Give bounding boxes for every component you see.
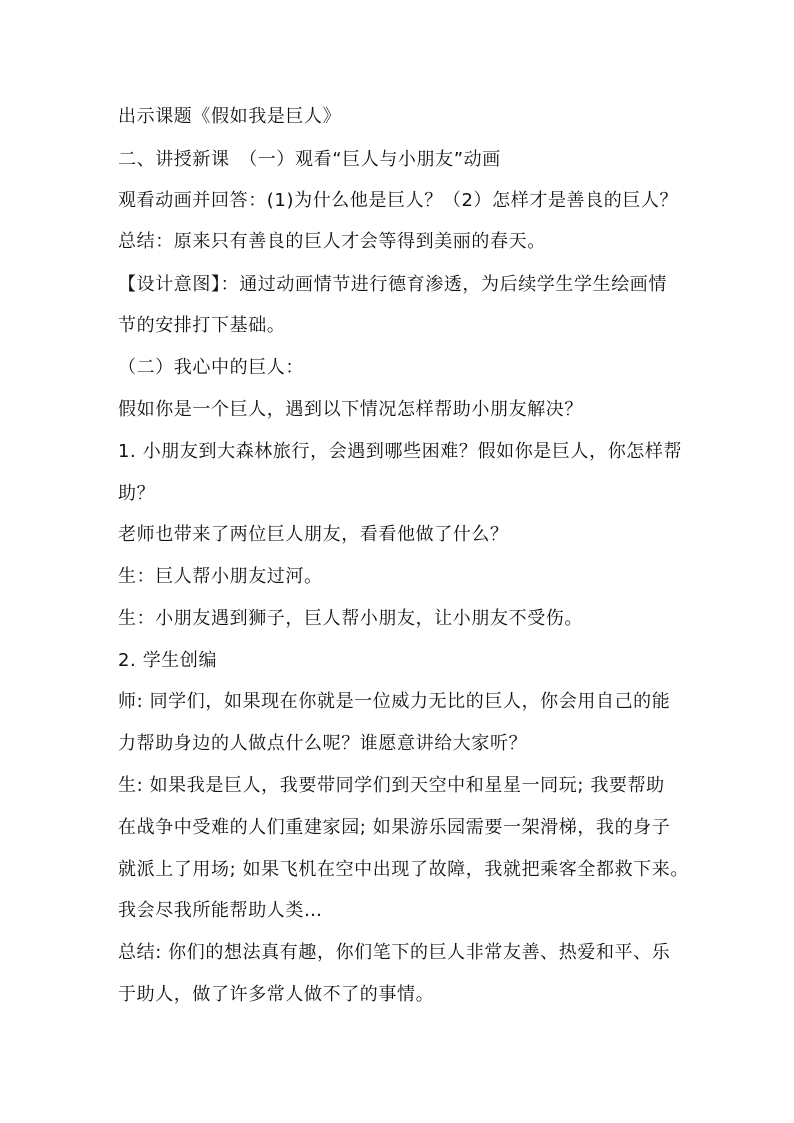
- student-answer-1: 生：巨人帮小朋友过河。: [118, 566, 323, 587]
- item-1-line: 1. 小朋友到大森林旅行，会遇到哪些困难？假如你是巨人，你怎样帮: [118, 441, 683, 462]
- student-response-line-4: 我会尽我所能帮助人类…: [118, 900, 323, 921]
- subsection-heading-giant: （二）我心中的巨人：: [118, 357, 304, 378]
- item-1-continued: 助？: [118, 483, 156, 504]
- design-intent-line: 【设计意图】：通过动画情节进行德育渗透，为后续学生学生绘画情: [118, 274, 667, 295]
- student-response-line: 生: 如果我是巨人，我要带同学们到天空中和星星一同玩; 我要帮助: [118, 775, 665, 796]
- student-response-line-3: 就派上了用场; 如果飞机在空中出现了故障，我就把乘客全都救下来。: [118, 859, 689, 880]
- scenario-prompt-line: 假如你是一个巨人，遇到以下情况怎样帮助小朋友解决？: [118, 399, 583, 420]
- lesson-title-line: 出示课题《假如我是巨人》: [118, 106, 342, 127]
- item-2-heading: 2. 学生创编: [118, 650, 218, 671]
- summary-line: 总结：原来只有善良的巨人才会等得到美丽的春天。: [118, 231, 546, 252]
- teacher-question-continued: 力帮助身边的人做点什么呢？谁愿意讲给大家听？: [118, 733, 528, 754]
- final-summary-continued: 于助人，做了许多常人做不了的事情。: [118, 984, 435, 1005]
- teacher-question-line: 师: 同学们，如果现在你就是一位威力无比的巨人，你会用自己的能: [118, 691, 671, 712]
- final-summary-line: 总结: 你们的想法真有趣，你们笔下的巨人非常友善、热爱和平、乐: [118, 942, 671, 963]
- teacher-giant-friends-line: 老师也带来了两位巨人朋友，看看他做了什么？: [118, 524, 509, 545]
- design-intent-continued: 节的安排打下基础。: [118, 315, 286, 336]
- student-answer-2: 生：小朋友遇到狮子，巨人帮小朋友，让小朋友不受伤。: [118, 608, 583, 629]
- student-response-line-2: 在战争中受难的人们重建家园; 如果游乐园需要一架滑梯，我的身子: [118, 817, 671, 838]
- question-line: 观看动画并回答：(1)为什么他是巨人？（2）怎样才是善良的巨人？: [118, 190, 679, 211]
- section-heading-new-lesson: 二、讲授新课 （一）观看“巨人与小朋友”动画: [118, 149, 501, 170]
